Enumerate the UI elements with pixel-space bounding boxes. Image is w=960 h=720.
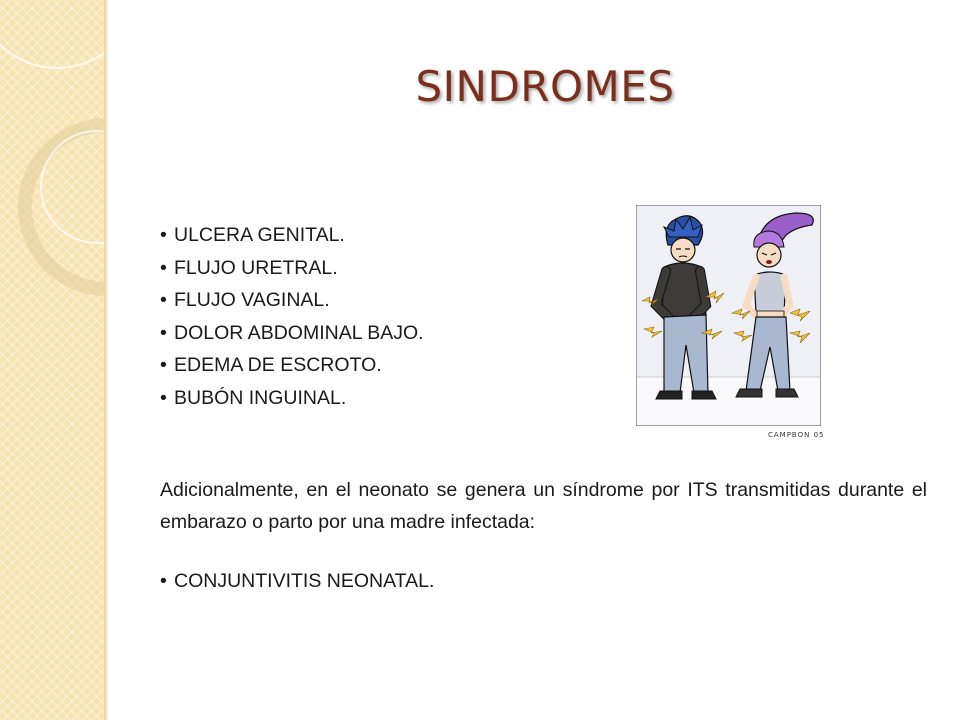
slide-title: SINDROMES [415,62,675,111]
bullet-icon: • [160,224,167,246]
list-item: • EDEMA DE ESCROTO. [160,349,424,382]
symptom-list [160,219,424,414]
bullet-icon: • [160,354,167,376]
bullet-icon: • [160,386,167,409]
bullet-icon: • [160,256,167,279]
list-item: • FLUJO VAGINAL. [160,284,424,317]
cartoon-illustration [636,205,821,426]
image-signature: CAMPBON 05 [768,431,825,439]
bullet-icon: • [160,570,167,592]
list-item: • ULCERA GENITAL. [160,219,424,252]
decorative-ring [0,0,104,69]
bullet-icon: • [160,289,167,311]
list-item: • BUBÓN INGUINAL. [160,382,424,415]
extra-bullet-label: CONJUNTIVITIS NEONATAL. [174,570,435,592]
list-item: • DOLOR ABDOMINAL BAJO. [160,317,424,350]
extra-bullet [160,570,434,593]
bullet-icon: • [160,321,167,344]
list-item: • FLUJO URETRAL. [160,252,424,285]
body-paragraph: Adicionalmente, en el neonato se genera un síndrome por ITS transmitidas durante el embarazo o parto por una madre infectada: [160,479,927,533]
